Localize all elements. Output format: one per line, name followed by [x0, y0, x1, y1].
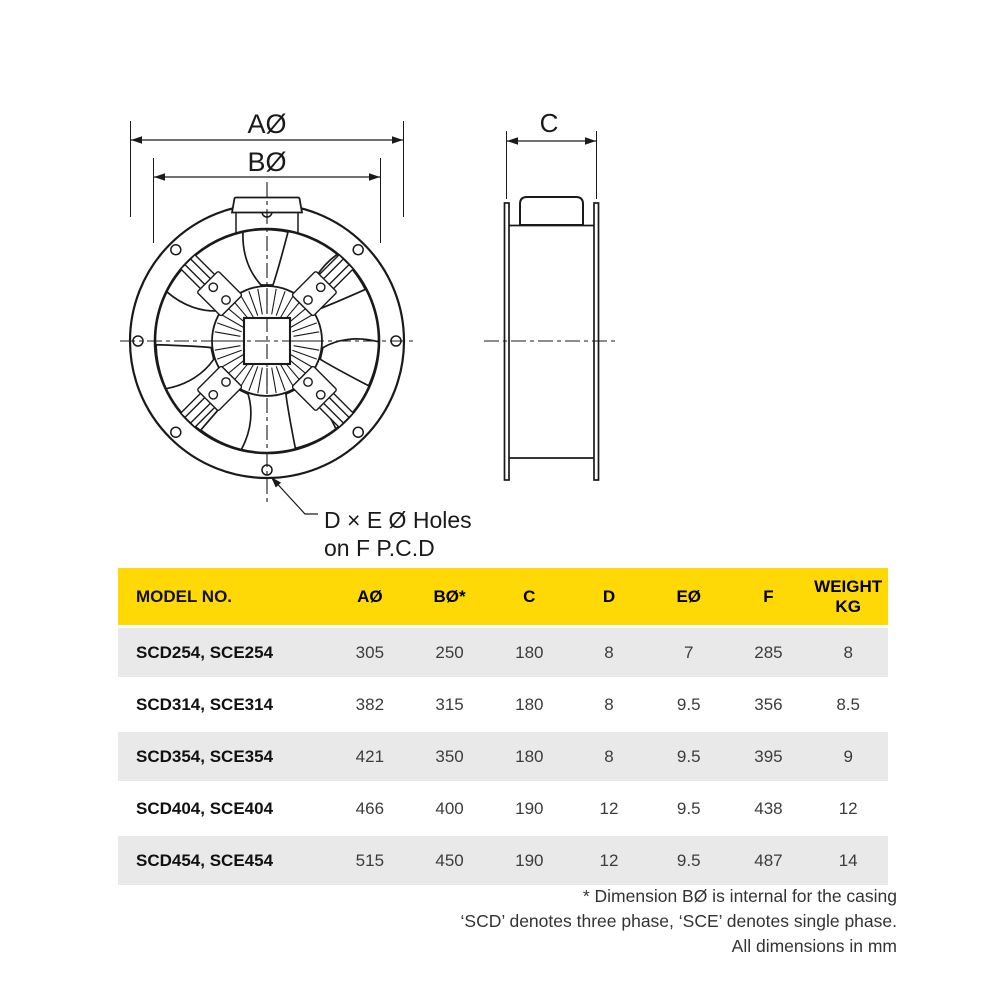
table-cell: 9.5: [676, 850, 701, 870]
table-cell: 9.5: [676, 798, 701, 818]
table-cell: 12: [599, 798, 619, 818]
holes-note-line2: on F P.C.D: [324, 535, 435, 561]
table-row: [118, 628, 888, 677]
fan-side-view: [505, 197, 599, 480]
column-header: WEIGHT KG: [814, 576, 883, 616]
table-cell: 9.5: [676, 746, 701, 766]
column-header: F: [763, 586, 774, 606]
table-cell: 438: [754, 798, 783, 818]
footnote-phase: ‘SCD’ denotes three phase, ‘SCE’ denotes single phase.: [460, 911, 897, 931]
dim-b-label: BØ: [247, 147, 287, 177]
table-cell: 8: [604, 746, 614, 766]
table-cell: 7: [684, 642, 694, 662]
column-header: C: [523, 586, 536, 606]
table-cell: 12: [599, 850, 619, 870]
table-cell: 315: [435, 694, 464, 714]
table-row: [118, 836, 888, 885]
table-cell: 356: [754, 694, 783, 714]
table-cell: 9: [843, 746, 853, 766]
table-header-row: [118, 568, 888, 625]
model-cell: SCD314, SCE314: [136, 694, 274, 714]
column-header: MODEL NO.: [136, 586, 233, 606]
table-cell: 12: [838, 798, 858, 818]
table-cell: 305: [355, 642, 385, 662]
table-cell: 350: [435, 746, 464, 766]
table-cell: 180: [515, 746, 544, 766]
table-cell: 190: [515, 798, 544, 818]
table-cell: 8.5: [836, 694, 860, 714]
terminal-box-side: [520, 197, 583, 225]
table-cell: 8: [604, 694, 614, 714]
footnotes: [118, 884, 897, 959]
table-cell: 8: [843, 642, 853, 662]
table-cell: 14: [838, 850, 858, 870]
table-cell: 421: [355, 746, 385, 766]
table-cell: 8: [604, 642, 614, 662]
holes-annotation-leader: [268, 475, 318, 514]
table-cell: 180: [515, 642, 544, 662]
table-row: [118, 784, 888, 833]
dim-c-label: C: [539, 108, 559, 138]
spec-table: [118, 568, 888, 885]
footnote-units: All dimensions in mm: [731, 936, 897, 956]
table-row: [118, 680, 888, 729]
table-cell: 180: [515, 694, 544, 714]
column-header: AØ: [357, 586, 383, 606]
table-cell: 9.5: [676, 694, 701, 714]
model-cell: SCD354, SCE354: [136, 746, 274, 766]
table-row: [118, 732, 888, 781]
table-cell: 250: [435, 642, 464, 662]
table-cell: 450: [435, 850, 464, 870]
table-cell: 382: [355, 694, 385, 714]
model-cell: SCD404, SCE404: [136, 798, 274, 818]
holes-note-line1: D × E Ø Holes: [324, 507, 472, 533]
column-header: D: [602, 586, 616, 606]
table-cell: 190: [515, 850, 544, 870]
table-cell: 285: [754, 642, 783, 662]
dimension-c: [507, 131, 597, 199]
footnote-casing: * Dimension BØ is internal for the casing: [582, 886, 897, 906]
column-header: EØ: [676, 586, 702, 606]
column-header: BØ*: [433, 586, 466, 606]
table-cell: 400: [435, 798, 464, 818]
model-cell: SCD454, SCE454: [136, 850, 274, 870]
table-cell: 487: [754, 850, 783, 870]
table-cell: 466: [355, 798, 385, 818]
table-cell: 395: [754, 746, 783, 766]
model-cell: SCD254, SCE254: [136, 642, 274, 662]
table-cell: 515: [355, 850, 385, 870]
dim-a-label: AØ: [247, 109, 287, 139]
